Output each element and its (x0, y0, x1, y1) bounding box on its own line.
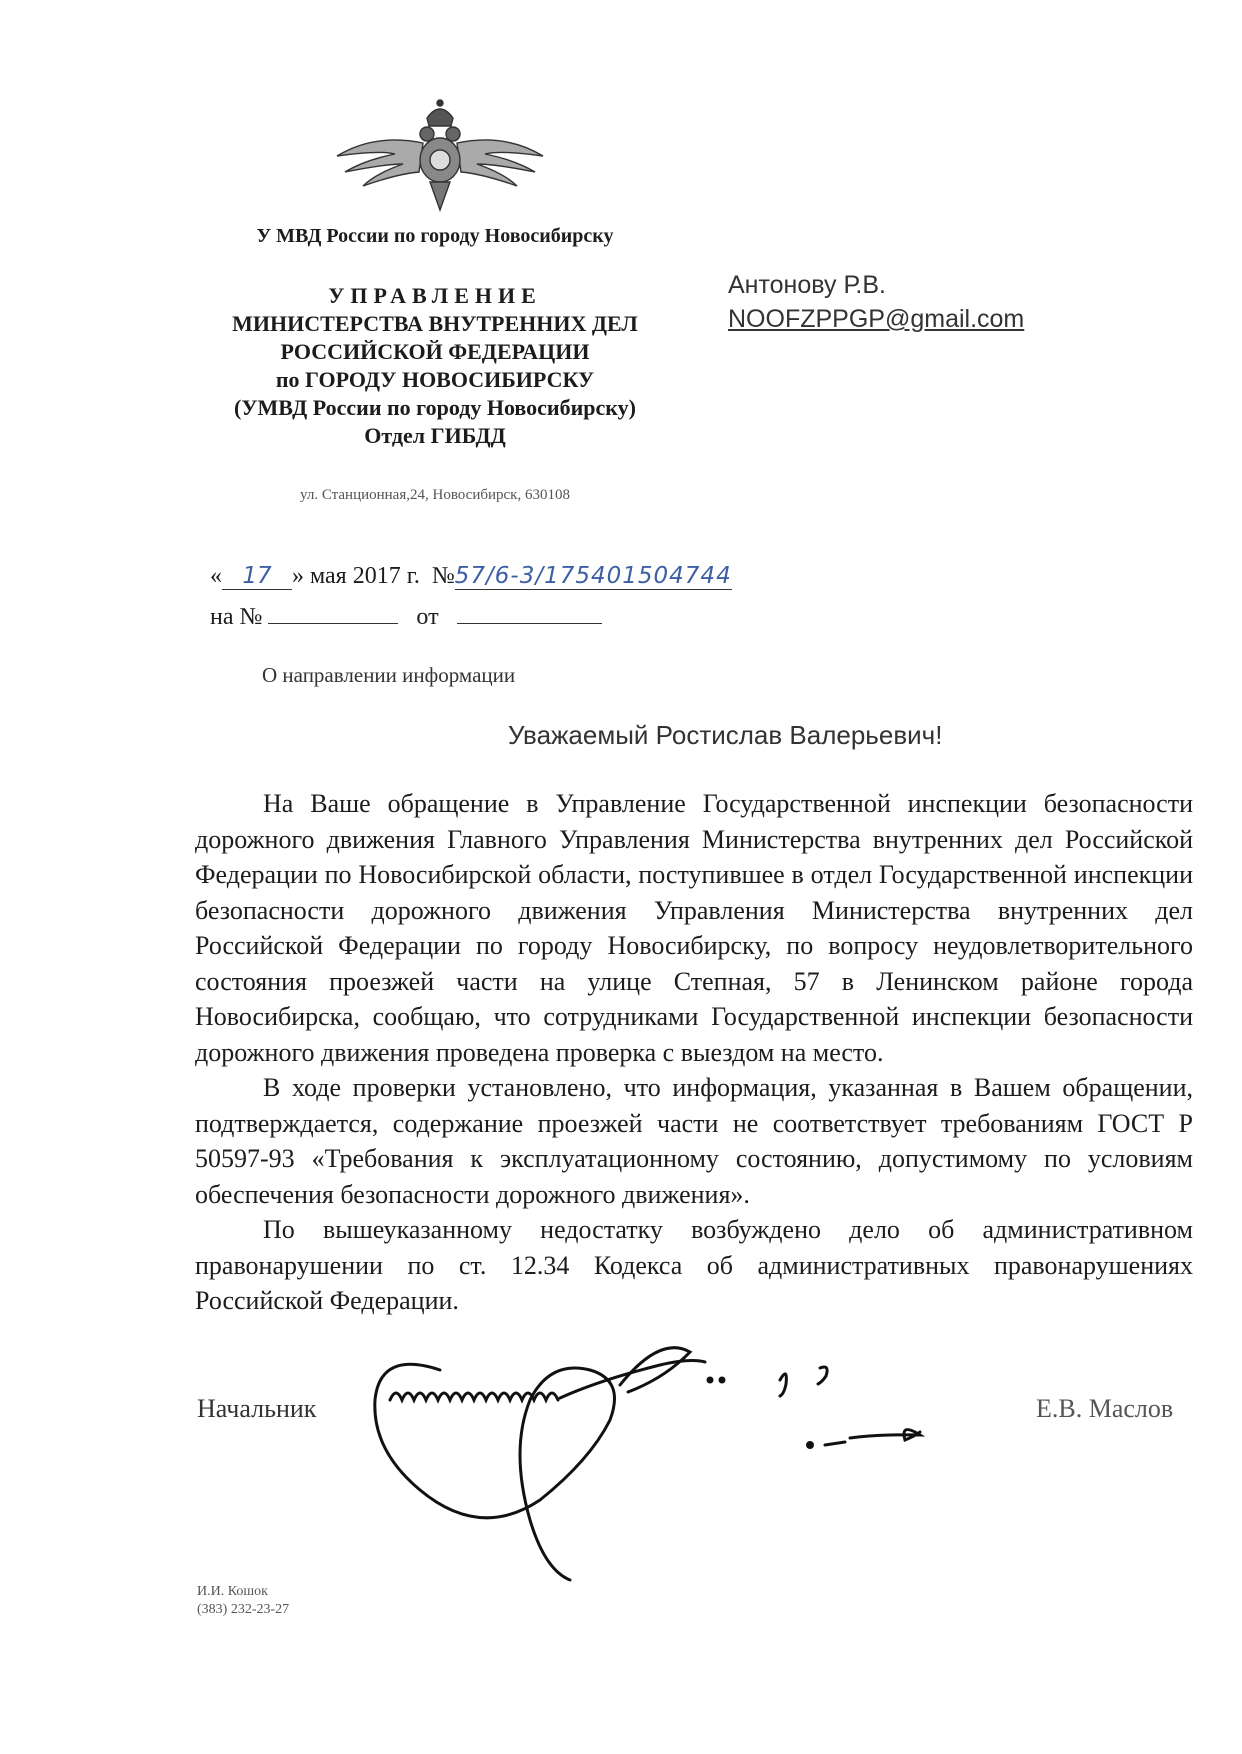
doc-number-label: № (431, 563, 455, 589)
ref-number-label: на № (210, 604, 263, 630)
reference-line (210, 603, 602, 631)
ref-from-label: от (416, 604, 439, 630)
double-headed-eagle-emblem-icon (335, 98, 545, 218)
date-day: 17 (222, 563, 292, 590)
letterhead-line-1: УПРАВЛЕНИЕ (328, 283, 542, 308)
body-paragraph-3: По вышеуказанному недостатку возбуждено дело об административном правонарушении по ст. 12.34 Кодекса об административных правонарушениях Российской Федерации. (195, 1215, 1193, 1315)
executor-phone: (383) 232-23-27 (197, 1602, 290, 1617)
letterhead-address: ул. Станционная,24, Новосибирск, 630108 (300, 487, 570, 503)
signatory-name: Е.В. Маслов (1036, 1394, 1174, 1423)
signatory-title: Начальник (197, 1394, 317, 1423)
ref-date-blank (457, 603, 602, 624)
ref-number-blank (268, 603, 398, 624)
date-line (210, 563, 732, 590)
salutation: Уважаемый Ростислав Валерьевич! (508, 720, 943, 750)
body-paragraph-1: На Ваше обращение в Управление Государственной инспекции безопасности дорожного движения Главного Управления Министерства внутренних дел Российской Федерации по Новосибирской области, поступившее в отдел Государственной инспекции безопасности дорожного движения Управления Министерства внутренних дел Российской Федерации по городу Новосибирску, по вопросу неудовлетворительного состояния проезжей части на улице Степная, 57 в Ленинском районе города Новосибирска, сообщаю, что сотрудниками Государственной инспекции безопасности дорожного движения проведена проверка с выездом на место. (195, 789, 1193, 1067)
letterhead-line-2: МИНИСТЕРСТВА ВНУТРЕННИХ ДЕЛ (232, 311, 638, 336)
letterhead (190, 282, 680, 450)
doc-number: 57/6-3/175401504744 (454, 563, 732, 589)
letterhead-line-3: РОССИЙСКОЙ ФЕДЕРАЦИИ (280, 339, 590, 364)
executor-name: И.И. Кошок (197, 1584, 268, 1599)
letterhead-line-5: (УМВД России по городу Новосибирску) (234, 395, 636, 420)
org-short-name: У МВД России по городу Новосибирску (256, 225, 614, 247)
letter-subject: О направлении информации (262, 663, 516, 687)
letterhead-line-6: Отдел ГИБДД (364, 423, 506, 448)
recipient-block (728, 268, 1024, 336)
recipient-name: Антонову Р.В. (728, 271, 886, 299)
executor-block (197, 1583, 289, 1619)
body-paragraph-2: В ходе проверки установлено, что информация, указанная в Вашем обращении, подтверждается, содержание проезжей части не соответствует требованиям ГОСТ Р 50597-93 «Требования к эксплуатационному состоянию, допустимому по условиям обеспечения безопасности дорожного движения». (195, 1073, 1193, 1209)
recipient-email: NOOFZPPGP@gmail.com (728, 305, 1025, 333)
date-close-quote: » (292, 563, 304, 589)
letter-body (195, 786, 1193, 1319)
date-month-year: мая 2017 г. (310, 563, 420, 589)
date-open-quote: « (210, 563, 222, 589)
handwritten-signature (360, 1340, 1020, 1600)
letterhead-line-4: по ГОРОДУ НОВОСИБИРСКУ (275, 367, 595, 392)
